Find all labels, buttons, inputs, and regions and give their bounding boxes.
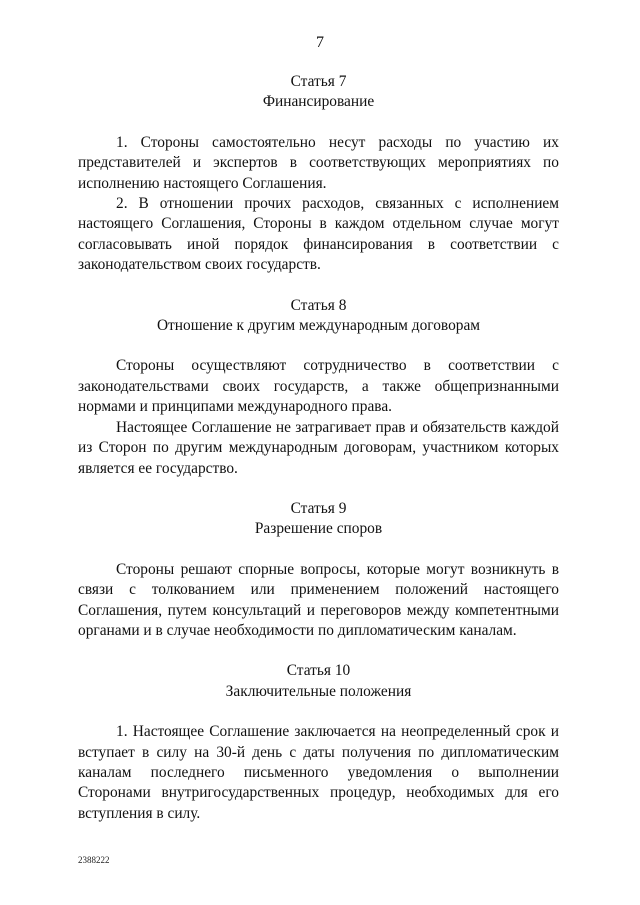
article-title: Разрешение споров xyxy=(254,520,383,538)
article-title: Отношение к другим международным договорам xyxy=(156,317,481,335)
article-number: Статья 7 xyxy=(290,73,347,90)
article-heading xyxy=(78,661,559,702)
article-paragraph: 1. Настоящее Соглашение заключается на неопределенный срок и вступает в силу на 30-й день с даты получения по дипломатическим каналам последнего письменного уведомления о выполнении Сторонами внутригосударственных процедур, необходимых для его вступления в силу. xyxy=(78,723,559,822)
page-number: 7 xyxy=(316,34,324,51)
document-code: 2388222 xyxy=(78,855,110,865)
article-title: Заключительные положения xyxy=(225,682,412,700)
article-heading xyxy=(78,72,559,113)
article-number: Статья 10 xyxy=(286,662,351,680)
article-paragraph: 2. В отношении прочих расходов, связанных с исполнением настоящего Соглашения, Стороны в каждом отдельном случае могут согласовывать иной порядок финансирования в соответствии с законодательством своих государств. xyxy=(78,195,559,274)
article-title: Финансирование xyxy=(262,93,375,111)
document-body xyxy=(78,72,559,824)
article-paragraph: Стороны решают спорные вопросы, которые могут возникнуть в связи с толкованием или применением положений настоящего Соглашения, путем консультаций и переговоров между компетентными органами и в случае необходимости по дипломатическим каналам. xyxy=(78,560,559,639)
article-7 xyxy=(78,72,559,276)
article-paragraph: Настоящее Соглашение не затрагивает прав и обязательств каждой из Сторон по другим международным договорам, участником которых является ее государство. xyxy=(78,418,559,477)
article-paragraph: Стороны осуществляют сотрудничество в соответствии с законодательствами своих государств, а также общепризнанными нормами и принципами международного права. xyxy=(78,357,559,416)
article-number: Статья 9 xyxy=(290,499,347,517)
article-paragraph: 1. Стороны самостоятельно несут расходы по участию их представителей и экспертов в соответствующих мероприятиях по исполнению настоящего Соглашения. xyxy=(78,133,559,192)
article-8 xyxy=(78,296,559,479)
article-10 xyxy=(78,661,559,824)
article-number: Статья 8 xyxy=(290,296,347,314)
article-heading xyxy=(78,296,559,337)
article-9 xyxy=(78,499,559,641)
article-heading xyxy=(78,499,559,540)
